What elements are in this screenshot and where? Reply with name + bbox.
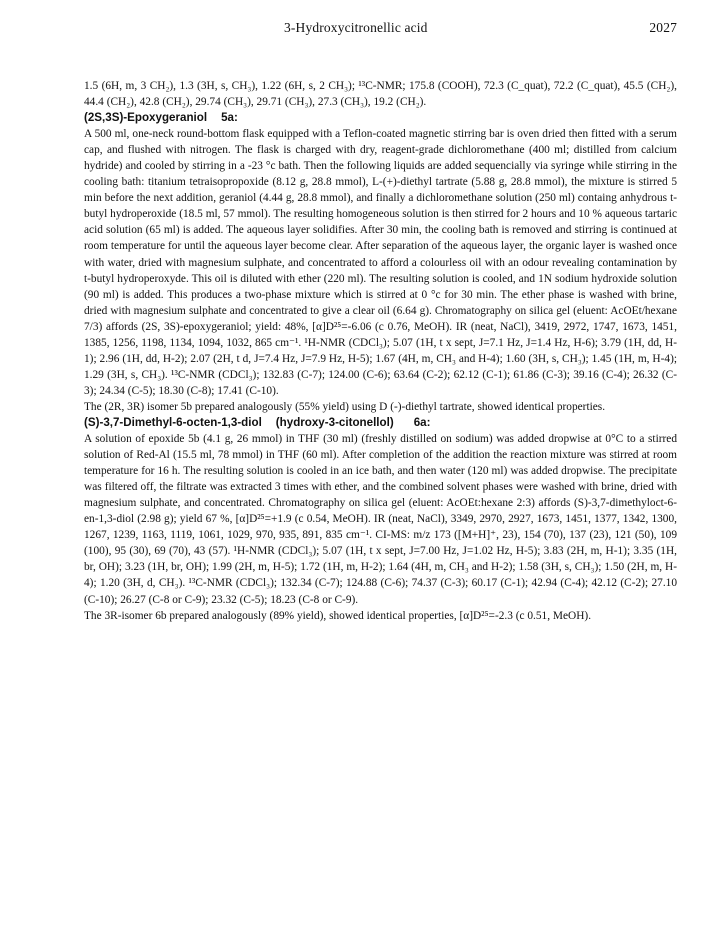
paragraph-diol-procedure: A solution of epoxide 5b (4.1 g, 26 mmol) in THF (30 ml) (freshly distilled on sodium) was added dropwise at 0°C to a stirred solution of Red-Al (15.5 ml, 78 mmol) in THF (60 ml). After completion of the addition the reaction mixture was stirred at room temperature for 16 h. The resulting solution is cooled in an ice bath, and then water (120 ml) was added dropwise. The precipitate was filtered off, the filtrate was extracted 3 times with ether, and the combined solvent phases were washed with brine, dried with magnesium sulphate, and concentrated. Chromatography on silica gel (eluent: AcOEt:hexane 2:3) affords (S)-3,7-dimethyloct-6-en-1,3-diol (2.98 g); yield 67 %, [α]D²⁵=+1.9 (c 0.54, MeOH). IR (neat, NaCl), 3349, 2970, 2927, 1673, 1451, 1377, 1342, 1300, 1267, 1239, 1163, 1119, 1061, 1029, 970, 935, 891, 835 cm⁻¹. CI-MS: m/z 173 ([M+H]⁺, 23), 154 (70), 137 (23), 121 (50), 109 (100), 95 (30), 69 (70), 43 (57). ¹H-NMR (CDCl₃); 5.07 (1H, t x sept, J=7.00 Hz, J=1.02 Hz, H-5); 3.83 (2H, m, H-1); 3.35 (1H, br, OH); 3.23 (1H, br, OH); 1.99 (2H, m, H-5); 1.72 (1H, m, H-2); 1.64 (4H, m, CH₃ and H-2); 1.58 (3H, s, CH₃); 1.50 (2H, m, H-4); 1.20 (3H, d, CH₃). ¹³C-NMR (CDCl₃); 132.34 (C-7); 124.88 (C-6); 74.37 (C-3); 60.17 (C-1); 42.94 (C-4); 42.12 (C-2); 27.10 (C-10); 26.27 (C-8 or C-9); 23.32 (C-5); 18.23 (C-8 or C-9).: [84, 433, 677, 606]
paragraph-isomer-6b: The 3R-isomer 6b prepared analogously (89% yield), showed identical properties, [α]D²⁵=-2.3 (c 0.51, MeOH).: [84, 609, 592, 622]
running-title: 3-Hydroxycitronellic acid: [284, 20, 428, 35]
page-number: 2027: [649, 20, 677, 35]
heading-compound-name: (2S,3S)-Epoxygeraniol: [84, 111, 208, 125]
paragraph-epoxygeraniol-procedure: A 500 ml, one-neck round-bottom flask equipped with a Teflon-coated magnetic stirring bar is oven dried then fitted with a serum cap, and flushed with nitrogen. The flask is charged with dry, reagent-grade dichloromethane (400 ml; distilled from calcium hydride) and cooled by stirring in a -23 °c bath. Then the following liquids are added sequencially via syringe while stirring in the cooling bath: titanium tetraisopropoxide (8.12 g, 28.8 mmol), L-(+)-diethyl tartrate (5.88 g, 28.8 mmol), the mixture is stirred 5 min before the next addition, geraniol (4.44 g, 28.8 mmol), and finally a dichloromethane solution (250 ml) containg anhydrous t-butyl hydroperoxide (18.5 ml, 57 mmol). The resulting homogeneous solution is then stirred for 2 hours and 10 % aqueous tartaric acid solution (65 ml) is added. The aqueous layer solidifies. After 30 min, the cooling bath is removed and stirring is continued at room temperature for until the aqueous layer become clear. After separation of the aqueous layer, the organic layer is washed once with water, dried with magnesium sulphate, and concentrated to afford a colourless oil with an odour revealing contamination by t-butyl hydroperoxyde. This oil is diluted with ether (220 ml). The resulting solution is cooled, and 1N sodium hydroxide solution (90 ml) is added. This produces a two-phase mixture which is stirred at 0 °c for 30 min. The ether phase is washed with brine, dried with magnesium sulphate and concentrated to give a clear oil (6.64 g). Chromatography on silica gel (eluent: AcOEt/hexane 7/3) affords (2S, 3S)-epoxygeraniol; yield: 48%, [α]D²⁵=-6.06 (c 0.76, MeOH). IR (neat, NaCl), 3419, 2972, 1747, 1673, 1451, 1385, 1256, 1198, 1134, 1094, 1032, 865 cm⁻¹. ¹H-NMR (CDCl₃); 5.07 (1H, t x sept, J=7.1 Hz, J=1.4 Hz, H-6); 3.79 (1H, dd, H-1); 2.96 (1H, dd, H-2); 2.07 (2H, t d, J=7.4 Hz, J=7.9 Hz, H-5); 1.67 (4H, m, CH₃ and H-4); 1.60 (3H, s, CH₃); 1.45 (1H, m, H-4); 1.29 (3H, s, CH₃). ¹³C-NMR (CDCl₃); 132.83 (C-7); 124.00 (C-6); 63.64 (C-2); 62.12 (C-1); 61.86 (C-3); 39.16 (C-4); 26.32 (C-3); 24.34 (C-5); 18.30 (C-8); 17.41 (C-10).: [84, 128, 677, 397]
heading-compound-label: 6a:: [413, 415, 431, 429]
section-heading-dimethyloctendiol: [84, 415, 677, 431]
section-heading-epoxygeraniol: [84, 110, 677, 126]
article-body: [84, 78, 677, 624]
paragraph-isomer-5b: The (2R, 3R) isomer 5b prepared analogously (55% yield) using D (-)-diethyl tartrate, showed identical properties.: [84, 400, 606, 413]
running-header: [88, 20, 677, 40]
heading-compound-alt-name: (hydroxy-3-citonellol): [275, 415, 394, 429]
heading-compound-label: 5a:: [221, 111, 238, 125]
paragraph-nmr-continuation: 1.5 (6H, m, 3 CH₂), 1.3 (3H, s, CH₃), 1.22 (6H, s, 2 CH₃); ¹³C-NMR; 175.8 (COOH), 72.3 (C_quat), 72.2 (C_quat), 45.5 (CH₂), 44.4 (CH₂), 42.8 (CH₂), 29.74 (CH₃), 29.71 (CH₃), 27.3 (CH₃), 19.2 (CH₂).: [84, 80, 677, 109]
heading-compound-name: (S)-3,7-Dimethyl-6-octen-1,3-diol: [84, 415, 262, 429]
